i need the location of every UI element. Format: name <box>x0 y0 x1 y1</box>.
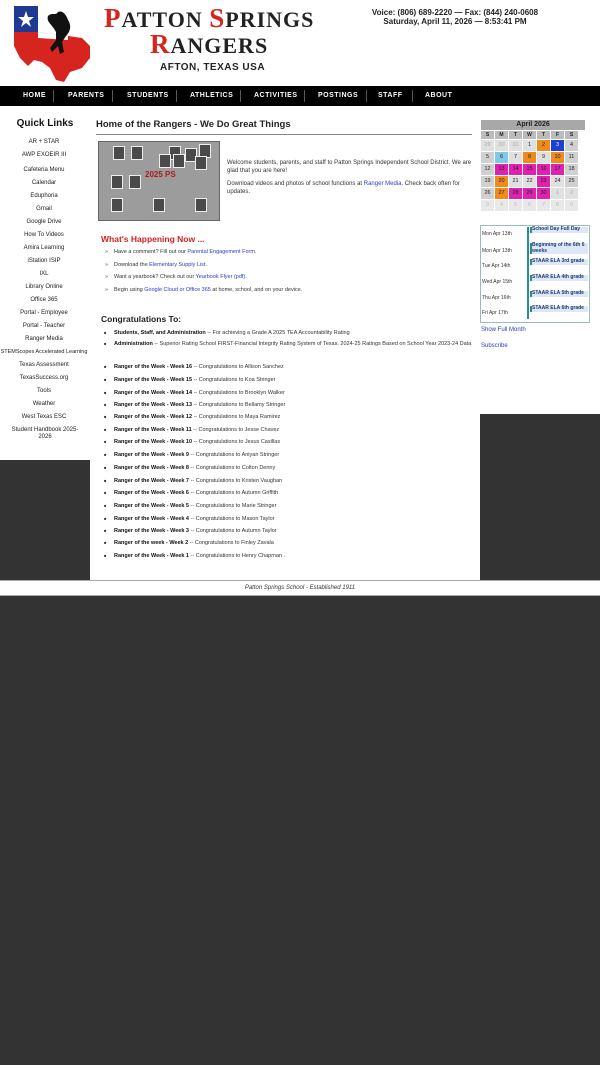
quick-link-awp[interactable]: AWP EXOEIR III <box>21 152 67 158</box>
calendar-day-cell[interactable]: 15 <box>523 164 536 175</box>
quick-link-library-online[interactable]: Library Online <box>25 284 63 290</box>
staff-portrait <box>195 198 207 212</box>
happening-item: » Begin using Google Cloud or Office 365 at home, school, and on your device. <box>114 287 302 294</box>
site-title-line2: RANGERS <box>150 29 269 59</box>
happening-item: » Want a yearbook? Check out our Yearbook Flyer (pdf). <box>114 274 247 281</box>
event-date: Mon Apr 13th <box>482 248 512 254</box>
calendar-day-cell[interactable]: 26 <box>481 188 494 199</box>
quick-link-google-drive[interactable]: Google Drive <box>26 219 62 225</box>
nav-divider <box>304 90 305 102</box>
staff-portrait <box>111 175 123 189</box>
calendar-day-cell[interactable]: 18 <box>565 164 578 175</box>
calendar-day-name: W <box>523 131 536 139</box>
contact-phone-fax: Voice: (806) 689-2220 — Fax: (844) 240-0608 <box>371 8 539 17</box>
staff-portrait <box>159 154 171 168</box>
congrats-item: ■ Ranger of the Week - Week 5 -- Congratulations to Marie Stringer <box>114 503 474 510</box>
calendar-day-cell[interactable]: 11 <box>565 152 578 163</box>
congrats-item: ■ Ranger of the Week - Week 12 -- Congratulations to Maya Ramirez <box>114 414 474 421</box>
quick-link-texas-assessment[interactable]: Texas Assessment <box>19 362 69 368</box>
nav-activities[interactable]: ACTIVITIES <box>254 92 298 99</box>
nav-postings[interactable]: POSTINGS <box>318 92 359 99</box>
calendar-day-cell[interactable]: 21 <box>509 176 522 187</box>
photo-caption: 2025 PS <box>145 170 176 179</box>
calendar-day-cell[interactable]: 6 <box>495 152 508 163</box>
congrats-item: ■ Ranger of the week - Week 2 -- Congratulations to Finley Zavala <box>114 540 474 547</box>
quick-link-tools[interactable]: Tools <box>36 388 51 394</box>
quick-link-gmail[interactable]: Gmail <box>36 206 52 212</box>
calendar-day-cell[interactable]: 16 <box>537 164 550 175</box>
nav-divider <box>240 90 241 102</box>
nav-students[interactable]: STUDENTS <box>127 92 169 99</box>
quick-link-office-365[interactable]: Office 365 <box>30 297 58 303</box>
calendar-day-cell[interactable]: 4 <box>565 140 578 151</box>
current-datetime: Saturday, April 11, 2026 — 8:53:41 PM <box>383 17 527 26</box>
cloud-office-link[interactable]: Google Cloud or Office 365 <box>144 287 211 293</box>
quick-link-eduphoria[interactable]: Eduphoria <box>30 193 58 199</box>
calendar-day-cell[interactable]: 3 <box>481 200 494 211</box>
calendar-day-cell[interactable]: 30 <box>537 188 550 199</box>
staff-portrait <box>113 146 125 160</box>
event-title[interactable]: School Day Full Day <box>530 227 588 233</box>
event-date: Fri Apr 17th <box>482 310 508 316</box>
nav-home[interactable]: HOME <box>23 92 46 99</box>
staff-portrait <box>195 156 207 170</box>
staff-portrait <box>173 154 185 168</box>
event-title[interactable]: Beginning of the 6th 6 weeks <box>530 243 588 254</box>
calendar-day-cell[interactable]: 1 <box>523 140 536 151</box>
quick-link-weather[interactable]: Weather <box>32 401 56 407</box>
events-divider <box>527 227 529 319</box>
yearbook-flyer-link[interactable]: Yearbook Flyer (pdf) <box>195 274 246 280</box>
quick-link-west-texas-esc[interactable]: West Texas ESC <box>21 414 67 420</box>
congrats-item: ■ Ranger of the Week - Week 10 -- Congratulations to Jesus Casillas <box>114 439 474 446</box>
quick-links-title: Quick Links <box>16 118 74 129</box>
happening-item: » Download the Elementary Supply List. <box>114 262 207 269</box>
quick-link-stemscopes[interactable]: STEMScopes Accelerated Learning <box>0 349 88 355</box>
congrats-item: ■ Ranger of the Week - Week 7 -- Congratulations to Kristen Vaughan <box>114 478 474 485</box>
event-title[interactable]: STAAR ELA 5th grade <box>530 291 588 297</box>
quick-link-portal-employee[interactable]: Portal - Employee <box>20 310 68 316</box>
calendar-day-cell[interactable]: 28 <box>509 188 522 199</box>
staff-portrait <box>129 175 141 189</box>
event-date: Mon Apr 13th <box>482 231 512 237</box>
quick-link-ixl[interactable]: IXL <box>39 271 49 277</box>
media-paragraph: Download videos and photos of school functions at Ranger Media. Check back often for updates. <box>227 181 460 195</box>
congrats-item: ■ Students, Staff, and Administration -- For achieving a Grade A 2025 TEA Accountability Rating <box>114 330 474 337</box>
event-date: Tue Apr 14th <box>482 263 511 269</box>
quick-link-ar-star[interactable]: AR + STAR <box>28 139 60 145</box>
main-nav <box>0 86 600 106</box>
nav-divider <box>412 90 413 102</box>
staff-portrait <box>111 198 123 212</box>
congrats-item: ■ Ranger of the Week - Week 1 -- Congratulations to Henry Chapman . <box>114 553 474 560</box>
quick-link-amira-learning[interactable]: Amira Learning <box>23 245 65 251</box>
calendar-grid <box>481 131 585 211</box>
calendar-day-cell[interactable]: 30 <box>495 140 508 151</box>
congrats-item: ■ Ranger of the Week - Week 8 -- Congratulations to Colton Denny <box>114 465 474 472</box>
whats-happening-heading: What's Happening Now ... <box>101 234 205 244</box>
quick-link-istation[interactable]: iStation ISIP <box>27 258 61 264</box>
congrats-item: ■ Ranger of the Week - Week 3 -- Congratulations to Autumn Taylor <box>114 528 474 535</box>
calendar-day-name: T <box>537 131 550 139</box>
nav-divider <box>176 90 177 102</box>
event-title[interactable]: STAAR ELA 4th grade <box>530 275 588 281</box>
show-full-month-link[interactable]: Show Full Month <box>481 327 526 333</box>
site-footer: Patton Springs School - Established 1911 <box>0 580 600 596</box>
calendar-day-cell[interactable]: 17 <box>551 164 564 175</box>
staff-photo-collage[interactable] <box>98 141 220 221</box>
congrats-item: ■ Ranger of the Week - Week 15 -- Congratulations to Koa Stringer <box>114 377 474 384</box>
calendar-day-cell[interactable]: 9 <box>565 200 578 211</box>
event-date: Thu Apr 16th <box>482 295 511 301</box>
quick-link-ranger-media[interactable]: Ranger Media <box>25 336 63 342</box>
parental-engagement-link[interactable]: Parental Engagement Form <box>187 249 255 255</box>
texas-ranger-logo[interactable] <box>6 2 96 84</box>
calendar-day-name: S <box>565 131 578 139</box>
calendar-day-cell[interactable]: 5 <box>509 200 522 211</box>
calendar-day-cell[interactable]: 13 <box>495 164 508 175</box>
congrats-item: ■ Ranger of the Week - Week 11 -- Congratulations to Jesse Chavez <box>114 427 474 434</box>
calendar-day-cell[interactable]: 9 <box>537 152 550 163</box>
calendar-month-title[interactable]: April 2026 <box>481 120 585 130</box>
page-title: Home of the Rangers - We Do Great Things <box>96 119 291 130</box>
calendar-day-cell[interactable]: 24 <box>551 176 564 187</box>
calendar-day-cell[interactable]: 7 <box>509 152 522 163</box>
calendar-day-cell[interactable]: 4 <box>495 200 508 211</box>
calendar-day-cell[interactable]: 25 <box>565 176 578 187</box>
site-header <box>0 0 600 86</box>
congrats-item: ■ Ranger of the Week - Week 4 -- Congratulations to Mason Taylor <box>114 516 474 523</box>
congrats-item: ■ Administration -- Superior Rating School FIRST-Financial Integrity Rating System of Texas. 2024-25 Ratings Based on School Year 2023-24 Data <box>114 341 474 348</box>
calendar-day-cell[interactable]: 3 <box>551 140 564 151</box>
calendar-day-cell[interactable]: 7 <box>537 200 550 211</box>
calendar-day-name: M <box>495 131 508 139</box>
calendar-day-cell[interactable]: 8 <box>523 152 536 163</box>
site-location: AFTON, TEXAS USA <box>160 62 266 73</box>
calendar-day-cell[interactable]: 23 <box>537 176 550 187</box>
calendar-day-cell[interactable]: 27 <box>495 188 508 199</box>
calendar-day-name: T <box>509 131 522 139</box>
nav-staff[interactable]: STAFF <box>378 92 403 99</box>
congrats-item: ■ Ranger of the Week - Week 14 -- Congratulations to Brooklyn Walker <box>114 390 474 397</box>
supply-list-link[interactable]: Elementary Supply List <box>149 262 206 268</box>
event-title[interactable]: STAAR ELA 6th grade <box>530 306 588 312</box>
quick-link-texassuccess[interactable]: TexasSuccess.org <box>19 375 69 381</box>
welcome-paragraph: Welcome students, parents, and staff to Patton Springs Independent School District. We are glad that you are here! <box>227 160 472 174</box>
calendar-day-name: S <box>481 131 494 139</box>
mini-calendar <box>481 120 585 211</box>
nav-parents[interactable]: PARENTS <box>68 92 105 99</box>
nav-athletics[interactable]: ATHLETICS <box>190 92 234 99</box>
calendar-day-cell[interactable]: 12 <box>481 164 494 175</box>
title-divider <box>96 134 472 135</box>
calendar-day-cell[interactable]: 2 <box>537 140 550 151</box>
ranger-media-link[interactable]: Ranger Media <box>363 181 402 187</box>
quick-link-student-handbook[interactable]: Student Handbook 2025-2026 <box>11 427 79 440</box>
nav-divider <box>366 90 367 102</box>
calendar-day-cell[interactable]: 2 <box>565 188 578 199</box>
congrats-item: ■ Ranger of the Week - Week 16 -- Congratulations to Allison Sanchez <box>114 364 474 371</box>
congrats-item: ■ Ranger of the Week - Week 13 -- Congratulations to Bellamy Stringer <box>114 402 474 409</box>
calendar-day-cell[interactable]: 10 <box>551 152 564 163</box>
nav-divider <box>112 90 113 102</box>
calendar-day-cell[interactable]: 31 <box>509 140 522 151</box>
calendar-day-cell[interactable]: 22 <box>523 176 536 187</box>
contact-info <box>360 8 550 26</box>
site-title-line1: PATTON SPRINGS <box>104 3 315 33</box>
nav-about[interactable]: ABOUT <box>425 92 453 99</box>
congrats-item: ■ Ranger of the Week - Week 6 -- Congratulations to Autumn Griffith <box>114 490 474 497</box>
event-title[interactable]: STAAR ELA 3rd grade <box>530 259 588 265</box>
calendar-day-cell[interactable]: 8 <box>551 200 564 211</box>
quick-link-cafeteria-menu[interactable]: Cafeteria Menu <box>23 167 65 173</box>
congratulations-heading: Congratulations To: <box>101 314 182 324</box>
calendar-day-cell[interactable]: 6 <box>523 200 536 211</box>
congrats-item: ■ Ranger of the Week - Week 9 -- Congratulations to Aniyan Stringer <box>114 452 474 459</box>
quick-link-how-to-videos[interactable]: How To Videos <box>24 232 64 238</box>
event-date: Wed Apr 15th <box>482 279 513 285</box>
calendar-day-cell[interactable]: 20 <box>495 176 508 187</box>
staff-portrait <box>131 146 143 160</box>
happening-item: » Have a comment? Fill out our Parental Engagement Form. <box>114 249 256 256</box>
welcome-text <box>227 159 472 201</box>
staff-portrait <box>153 198 165 212</box>
calendar-day-cell[interactable]: 29 <box>523 188 536 199</box>
nav-divider <box>53 90 54 102</box>
calendar-day-cell[interactable]: 1 <box>551 188 564 199</box>
calendar-day-cell[interactable]: 5 <box>481 152 494 163</box>
calendar-day-cell[interactable]: 29 <box>481 140 494 151</box>
quick-link-portal-teacher[interactable]: Portal - Teacher <box>22 323 66 329</box>
calendar-day-cell[interactable]: 19 <box>481 176 494 187</box>
quick-link-calendar[interactable]: Calendar <box>31 180 57 186</box>
calendar-day-name: F <box>551 131 564 139</box>
subscribe-link[interactable]: Subscribe <box>481 343 508 349</box>
calendar-day-cell[interactable]: 14 <box>509 164 522 175</box>
